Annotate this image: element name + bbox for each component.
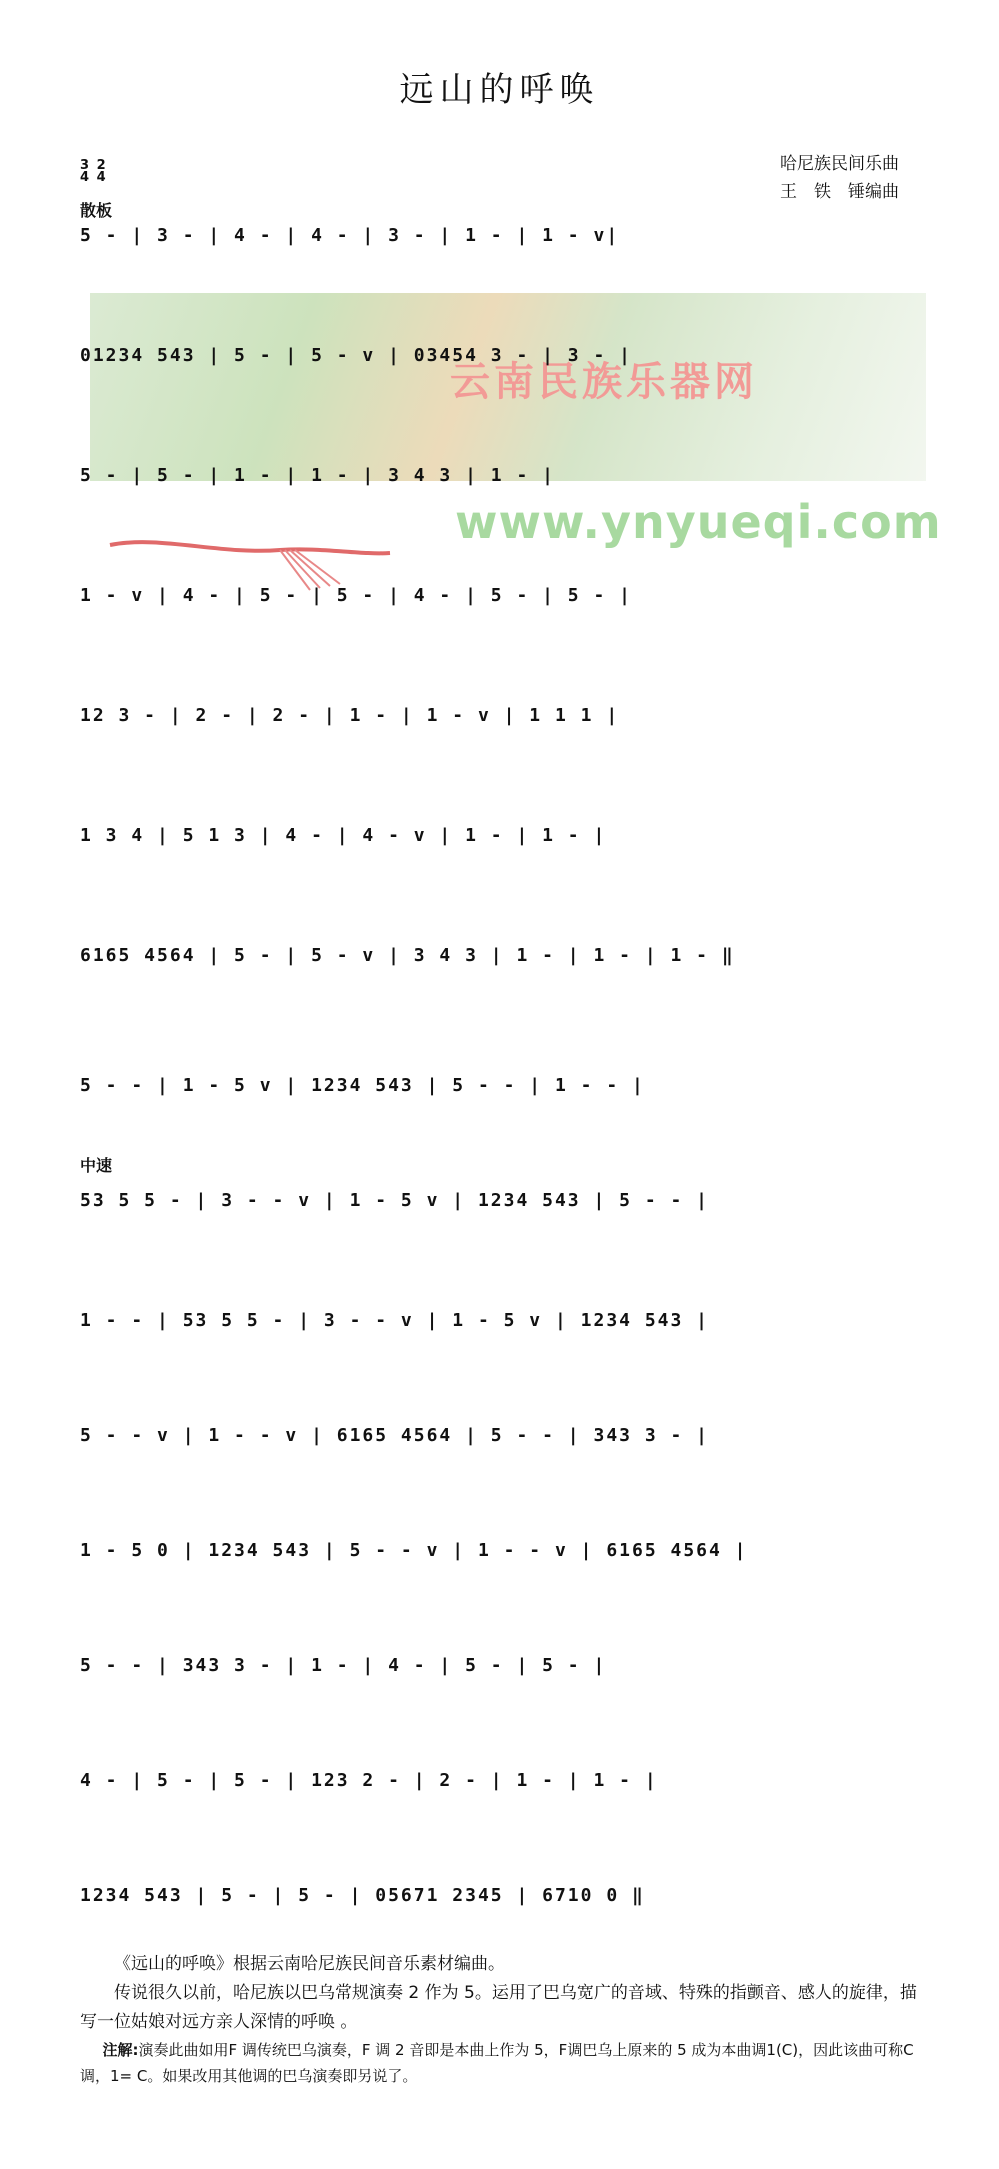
notation-line: 01234 543 | 5 - | 5 - v | 03454 3 - | 3 - | bbox=[80, 345, 632, 366]
notation-line: 4 - | 5 - | 5 - | 123 2 - | 2 - | 1 - | 1 - | bbox=[80, 1770, 658, 1791]
notation-system bbox=[80, 925, 930, 985]
notation-line: 5 - | 3 - | 4 - | 4 - | 3 - | 1 - | 1 - v| bbox=[80, 225, 620, 246]
notation-system bbox=[80, 445, 930, 505]
description: 《远山的呼唤》根据云南哈尼族民间音乐素材编曲。 bbox=[114, 1954, 505, 1974]
credit-arranger: 王 铁 锤编曲 bbox=[780, 182, 899, 202]
watermark-url: www.ynyueqi.com bbox=[455, 495, 942, 549]
notation-system bbox=[80, 1405, 930, 1465]
notation-line: 6165 4564 | 5 - | 5 - v | 3 4 3 | 1 - | 1 - | 1 - ‖ bbox=[80, 945, 735, 966]
notation-line: 1 - - | 53 5 5 - | 3 - - v | 1 - 5 v | 1234 543 | bbox=[80, 1310, 710, 1331]
notation-line: 1 - v | 4 - | 5 - | 5 - | 4 - | 5 - | 5 - | bbox=[80, 585, 632, 606]
notation-system bbox=[80, 1865, 930, 1925]
notation-system bbox=[80, 1750, 930, 1810]
notation-line: 1 - 5 0 | 1234 543 | 5 - - v | 1 - - v | 6165 4564 | bbox=[80, 1540, 748, 1561]
notation-line: 1234 543 | 5 - | 5 - | 05671 2345 | 6710 0 ‖ bbox=[80, 1885, 645, 1906]
annotation bbox=[80, 2037, 920, 2089]
notation-line: 5 - - v | 1 - - v | 6165 4564 | 5 - - | 343 3 - | bbox=[80, 1425, 710, 1446]
notation-system bbox=[80, 1520, 930, 1580]
notation-system bbox=[80, 1290, 930, 1350]
notation-system bbox=[80, 1170, 930, 1230]
annotation-text: 演奏此曲如用F 调传统巴乌演奏，F 调 2 音即是本曲上作为 5，F调巴乌上原来的 5 成为本曲调1(C)，因此该曲可称C调，1= C。如果改用其他调的巴乌演奏即另说了。 bbox=[80, 2041, 914, 2085]
notation-line: 1 3 4 | 5 1 3 | 4 - | 4 - v | 1 - | 1 - | bbox=[80, 825, 607, 846]
description-2: 传说很久以前，哈尼族以巴乌常规演奏 2 作为 5。运用了巴乌宽广的音域、特殊的指颤音、感人的旋律，描写一位姑娘对远方亲人深情的呼唤 。 bbox=[80, 1983, 917, 2032]
song-title: 远山的呼唤 bbox=[399, 70, 600, 110]
time-signatures bbox=[80, 160, 109, 184]
notation-system bbox=[80, 565, 930, 625]
notation-line: 5 - - | 1 - 5 v | 1234 543 | 5 - - | 1 - - | bbox=[80, 1075, 645, 1096]
notation-line: 53 5 5 - | 3 - - v | 1 - 5 v | 1234 543 | 5 - - | bbox=[80, 1190, 710, 1211]
watermark-site-name: 云南民族乐器网 bbox=[450, 359, 758, 405]
notation-system bbox=[80, 205, 930, 265]
notation-system bbox=[80, 685, 930, 745]
time-signature-1: 3 4 bbox=[80, 158, 90, 185]
annotation-label: 注解: bbox=[102, 2041, 139, 2059]
notes-section bbox=[80, 1950, 920, 2089]
notation-line: 5 - | 5 - | 1 - | 1 - | 3 4 3 | 1 - | bbox=[80, 465, 555, 486]
notation-system bbox=[80, 1635, 930, 1695]
tempo-mark-zhongsu: 中速 bbox=[80, 1156, 113, 1175]
credits bbox=[780, 150, 899, 206]
notation-line: 12 3 - | 2 - | 2 - | 1 - | 1 - v | 1 1 1 | bbox=[80, 705, 620, 726]
tempo-mark-sanban: 散板 bbox=[80, 201, 113, 220]
credit-origin: 哈尼族民间乐曲 bbox=[780, 154, 899, 174]
notation-line: 5 - - | 343 3 - | 1 - | 4 - | 5 - | 5 - | bbox=[80, 1655, 607, 1676]
notation-system bbox=[80, 1055, 930, 1115]
time-signature-2: 2 4 bbox=[96, 158, 106, 185]
notation-system bbox=[80, 325, 930, 385]
notation-system bbox=[80, 805, 930, 865]
